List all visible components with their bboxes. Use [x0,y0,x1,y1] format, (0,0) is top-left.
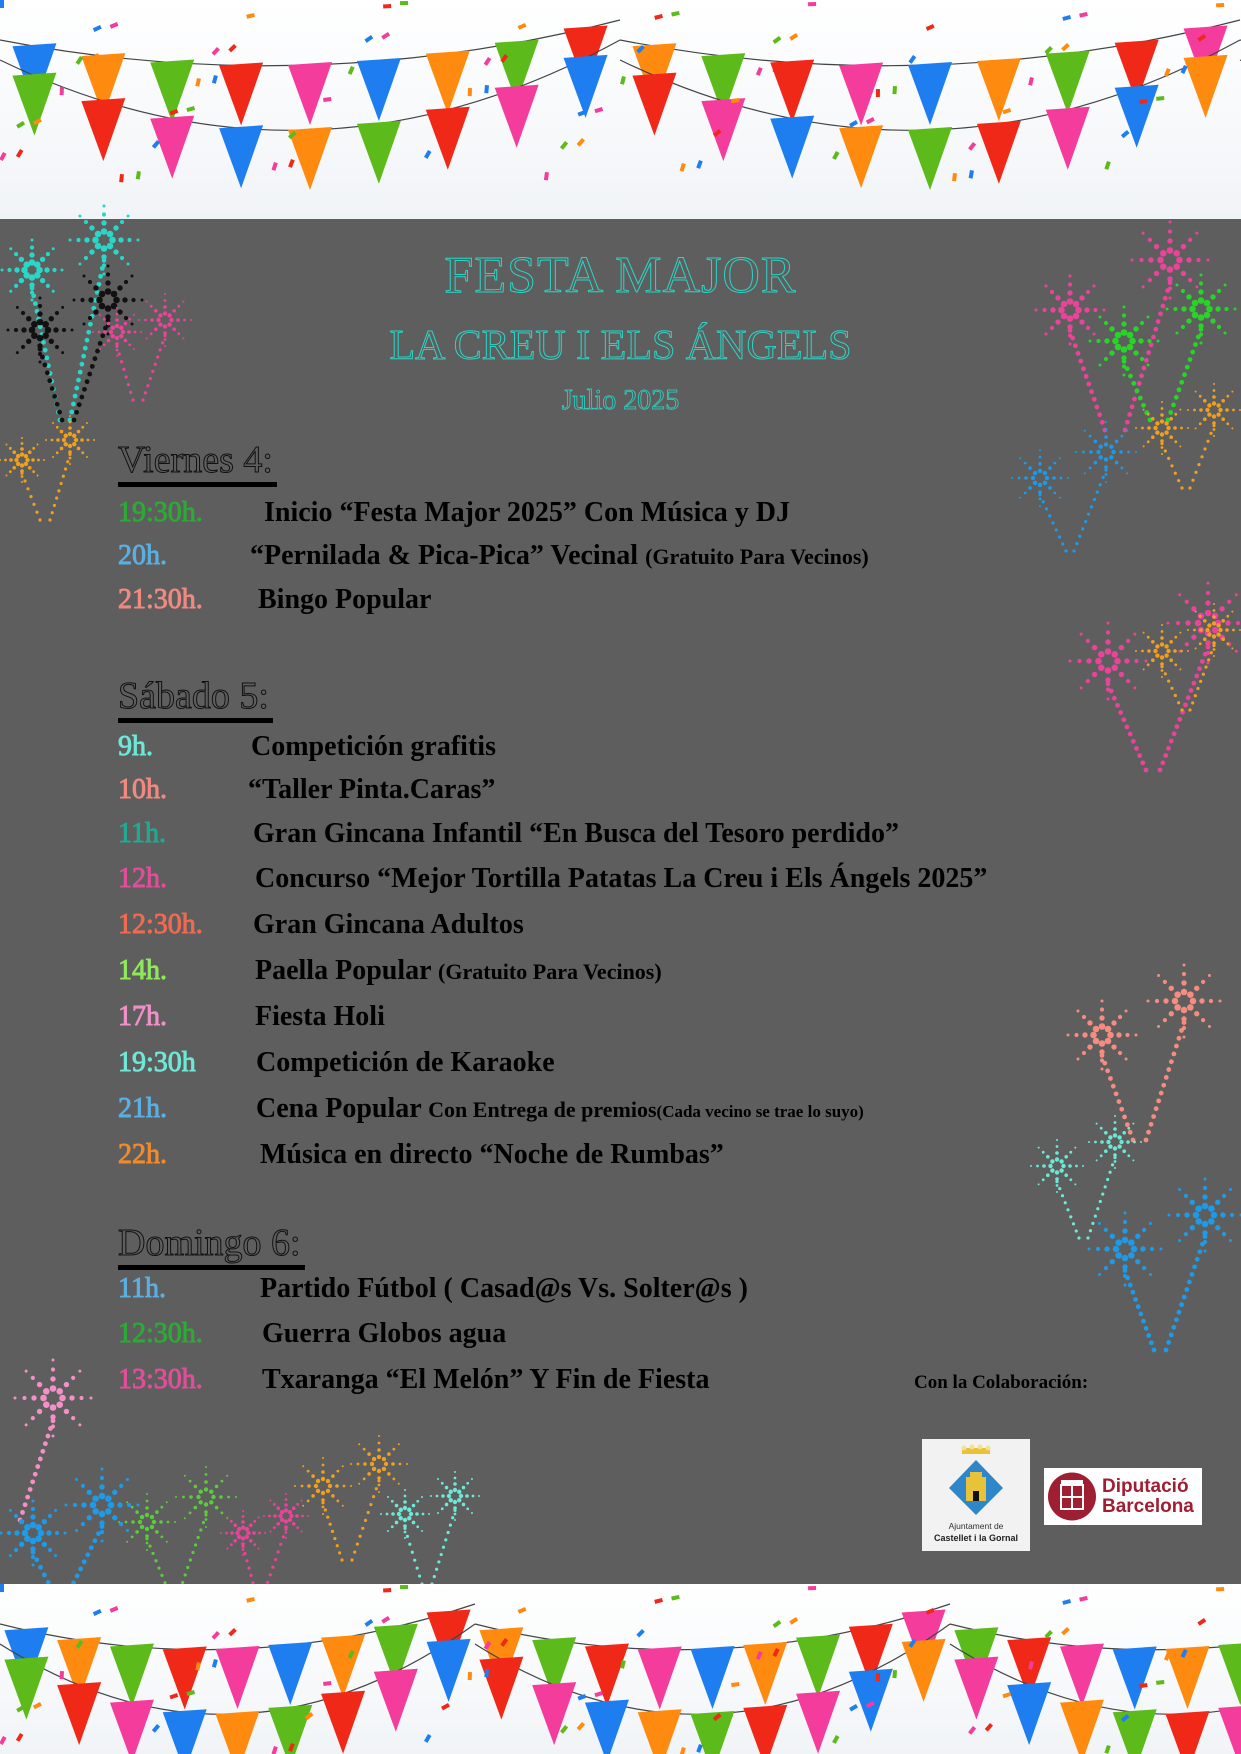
collaboration-label: Con la Colaboración: [914,1372,1089,1393]
day-heading-domingo: Domingo 6: [118,1221,305,1270]
event-title: Bingo Popular [258,584,432,615]
event-title: Competición de Karaoke [256,1047,555,1078]
bunting-icon [0,1584,1241,1754]
event-time: 22h. [118,1139,167,1170]
event-time: 11h. [118,1273,166,1304]
event-title: FESTA MAJOR [444,247,797,304]
event-time: 20h. [118,540,167,571]
bunting-banner-bottom [0,1584,1241,1754]
day-heading-viernes: Viernes 4: [118,438,277,487]
event-time: 17h. [118,1001,167,1032]
event-date: Julio 2025 [561,385,680,416]
event-time: 12:30h. [118,909,203,940]
event-title: Concurso “Mejor Tortilla Patatas La Creu i Els Ángels 2025” [255,863,988,894]
sponsor-name-line1: Diputació [1102,1476,1189,1497]
event-title: Partido Fútbol ( Casad@s Vs. Solter@s ) [260,1273,748,1304]
event-title: Competición grafitis [251,731,496,762]
event-note: (Gratuito Para Vecinos) [438,959,662,984]
event-time: 10h. [118,774,167,805]
event-title: “Pernilada & Pica-Pica” Vecinal [250,540,639,571]
sponsor-logo-diputacio [1044,1468,1202,1525]
event-time: 21h. [118,1093,167,1124]
event-note-extra: (Cada vecino se trae lo suyo) [656,1102,864,1121]
event-time: 9h. [118,731,153,762]
event-note: (Gratuito Para Vecinos) [645,544,869,569]
event-title: Gran Gincana Adultos [253,909,524,940]
event-subtitle: LA CREU I ELS ÁNGELS [389,323,852,369]
event-title: Paella Popular [255,955,432,986]
event-title: Música en directo “Noche de Rumbas” [260,1139,724,1170]
event-time: 19:30h. [118,497,203,528]
event-time: 12h. [118,863,167,894]
diputacio-emblem-icon [1044,1468,1100,1525]
event-title: Inicio “Festa Major 2025” Con Música y DJ [264,497,790,528]
event-time: 19:30h [118,1047,196,1078]
event-time: 13:30h. [118,1364,203,1395]
event-title: Cena Popular [256,1093,422,1124]
coat-of-arms-icon [922,1439,1030,1519]
day-heading-sabado: Sábado 5: [118,674,273,723]
event-time: 21:30h. [118,584,203,615]
sponsor-logo-castellet [922,1439,1030,1551]
sponsor-name-line1: Ajuntament de [948,1521,1004,1531]
event-title: Guerra Globos agua [262,1318,507,1349]
event-title: Fiesta Holi [255,1001,385,1032]
event-note: Con Entrega de premios [428,1097,657,1122]
sponsor-name-line2: Castellet i la Gornal [933,1533,1019,1543]
event-time: 14h. [118,955,167,986]
event-title: “Taller Pinta.Caras” [248,774,496,805]
event-title: Gran Gincana Infantil “En Busca del Tesoro perdido” [253,818,899,849]
event-time: 12:30h. [118,1318,203,1349]
event-time: 11h. [118,818,166,849]
sponsor-name-line2: Barcelona [1102,1496,1194,1517]
event-title: Txaranga “El Melón” Y Fin de Fiesta [262,1364,710,1395]
